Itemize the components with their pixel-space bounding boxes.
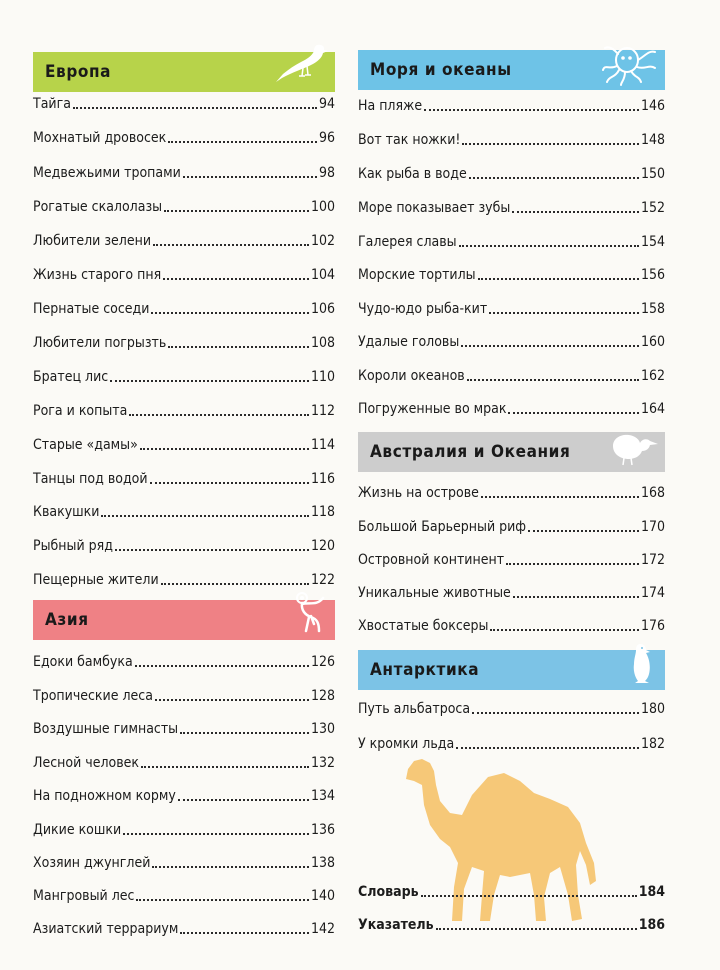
toc-entry[interactable] [358, 477, 665, 501]
entry-page: 174 [640, 585, 665, 601]
dot-leader [456, 747, 639, 749]
dot-leader [152, 866, 309, 868]
entry-title: Хозяин джунглей [33, 855, 151, 871]
dot-leader [472, 712, 639, 714]
entry-title: Как рыба в воде [358, 166, 467, 182]
toc-entry[interactable] [33, 713, 335, 737]
toc-entry[interactable] [33, 293, 335, 317]
section-title-australia: Австралия и Океания [370, 442, 571, 462]
entry-page: 160 [640, 334, 665, 350]
dot-leader [467, 379, 639, 381]
dot-leader [123, 833, 309, 835]
toc-entry[interactable] [33, 259, 335, 283]
toc-entry[interactable] [358, 544, 665, 568]
toc-entry[interactable] [33, 814, 335, 838]
entry-page: 176 [640, 618, 665, 634]
toc-entry[interactable] [358, 511, 665, 535]
entry-title: Рыбный ряд [33, 538, 113, 554]
dot-leader [140, 448, 309, 450]
toc-entry[interactable] [33, 191, 335, 215]
entry-page: 164 [640, 401, 665, 417]
penguin-icon [629, 642, 655, 688]
toc-entry[interactable] [358, 728, 665, 752]
entry-page: 162 [640, 368, 665, 384]
entry-title: Путь альбатроса [358, 701, 471, 717]
entry-title: Островной континент [358, 552, 505, 568]
entry-title: Словарь [358, 884, 419, 900]
entry-title: Братец лис [33, 369, 109, 385]
entry-page: 128 [310, 688, 335, 704]
entry-page: 100 [310, 199, 335, 215]
entry-page: 96 [318, 130, 335, 146]
entry-title: Жизнь старого пня [33, 267, 162, 283]
dot-leader [436, 928, 637, 930]
section-header-australia [358, 432, 665, 472]
entry-page: 106 [310, 301, 335, 317]
entry-title: Большой Барьерный риф [358, 519, 527, 535]
section-header-europe [33, 52, 335, 92]
dot-leader [469, 177, 639, 179]
entry-page: 134 [310, 788, 335, 804]
section-title-antarctica: Антарктика [370, 660, 480, 680]
toc-entry[interactable] [358, 259, 665, 283]
dot-leader [421, 895, 637, 897]
section-title-europe: Европа [45, 62, 112, 82]
dot-leader [481, 496, 639, 498]
entry-page: 116 [310, 471, 335, 487]
section-title-seas: Моря и океаны [370, 60, 512, 80]
entry-page: 118 [310, 504, 335, 520]
entry-title: Любители погрызть [33, 335, 167, 351]
entry-title: Рога и копыта [33, 403, 128, 419]
dot-leader [489, 312, 639, 314]
entry-page: 150 [640, 166, 665, 182]
entry-page: 148 [640, 132, 665, 148]
dot-leader [180, 732, 309, 734]
entry-page: 152 [640, 200, 665, 216]
entry-title: На подножном корму [33, 788, 176, 804]
section-header-antarctica [358, 650, 665, 690]
entry-page: 114 [310, 437, 335, 453]
dot-leader [141, 766, 309, 768]
dot-leader [528, 530, 639, 532]
toc-entry[interactable] [33, 157, 335, 181]
toc-entry[interactable] [358, 192, 665, 216]
toc-entry[interactable] [33, 88, 335, 112]
entry-title: Море показывает зубы [358, 200, 511, 216]
dot-leader [478, 278, 639, 280]
entry-title: Дикие кошки [33, 822, 122, 838]
dot-leader [168, 141, 317, 143]
entry-page: 184 [638, 884, 665, 900]
toc-entry[interactable] [33, 847, 335, 871]
dot-leader [512, 211, 639, 213]
entry-title: Морские тортилы [358, 267, 476, 283]
entry-title: Тайга [33, 96, 71, 112]
entry-title: Галерея славы [358, 234, 457, 250]
toc-entry[interactable] [33, 429, 335, 453]
dot-leader [136, 899, 309, 901]
kiwi-icon [609, 428, 659, 470]
dot-leader [135, 665, 309, 667]
entry-page: 98 [318, 165, 335, 181]
section-header-asia [33, 600, 335, 640]
toc-entry[interactable] [358, 693, 665, 717]
entry-page: 186 [638, 917, 665, 933]
entry-page: 168 [640, 485, 665, 501]
entry-page: 138 [310, 855, 335, 871]
toc-entry[interactable] [33, 747, 335, 771]
dot-leader [150, 482, 309, 484]
toc-entry[interactable] [358, 90, 665, 114]
toc-entry[interactable] [358, 124, 665, 148]
dot-leader [129, 414, 309, 416]
toc-entry[interactable] [33, 913, 335, 937]
entry-title: Мангровый лес [33, 888, 135, 904]
entry-page: 142 [310, 921, 335, 937]
monkey-icon [289, 590, 329, 638]
dot-leader [115, 549, 309, 551]
bird-icon [273, 42, 329, 90]
entry-title: Медвежьими тропами [33, 165, 181, 181]
entry-page: 136 [310, 822, 335, 838]
toc-entry[interactable] [358, 158, 665, 182]
entry-page: 112 [310, 403, 335, 419]
entry-page: 182 [640, 736, 665, 752]
section-title-asia: Азия [45, 610, 89, 630]
dot-leader [183, 176, 317, 178]
entry-page: 110 [310, 369, 335, 385]
entry-title: Чудо-юдо рыба-кит [358, 301, 488, 317]
dot-leader [461, 345, 639, 347]
toc-entry[interactable] [33, 361, 335, 385]
dot-leader [151, 312, 309, 314]
toc-entry[interactable] [33, 780, 335, 804]
toc-entry[interactable] [33, 122, 335, 146]
entry-title: Рогатые скалолазы [33, 199, 163, 215]
toc-entry[interactable] [358, 393, 665, 417]
dot-leader [180, 932, 309, 934]
dot-leader [73, 107, 317, 109]
dot-leader [161, 583, 309, 585]
dot-leader [513, 596, 639, 598]
entry-page: 180 [640, 701, 665, 717]
entry-page: 104 [310, 267, 335, 283]
entry-title: Любители зелени [33, 233, 152, 249]
entry-title: Пещерные жители [33, 572, 159, 588]
entry-page: 146 [640, 98, 665, 114]
entry-title: Мохнатый дровосек [33, 130, 167, 146]
entry-title: На пляже [358, 98, 423, 114]
toc-entry[interactable] [33, 395, 335, 419]
toc-entry[interactable] [33, 646, 335, 670]
toc-entry[interactable] [33, 496, 335, 520]
entry-page: 102 [310, 233, 335, 249]
entry-title: Танцы под водой [33, 471, 148, 487]
dot-leader [155, 699, 309, 701]
dot-leader [163, 278, 309, 280]
octopus-icon [599, 40, 659, 90]
toc-entry[interactable] [358, 577, 665, 601]
dot-leader [506, 563, 639, 565]
entry-page: 132 [310, 755, 335, 771]
toc-entry[interactable] [358, 360, 665, 384]
entry-title: Лесной человек [33, 755, 140, 771]
entry-page: 120 [310, 538, 335, 554]
entry-page: 172 [640, 552, 665, 568]
entry-page: 122 [310, 572, 335, 588]
toc-entry-glossary[interactable] [358, 876, 665, 900]
entry-title: Удалые головы [358, 334, 460, 350]
entry-page: 156 [640, 267, 665, 283]
section-header-seas [358, 50, 665, 90]
dot-leader [101, 515, 308, 517]
toc-entry-index[interactable] [358, 909, 665, 933]
entry-page: 140 [310, 888, 335, 904]
dot-leader [459, 245, 639, 247]
entry-page: 108 [310, 335, 335, 351]
entry-title: Старые «дамы» [33, 437, 138, 453]
dot-leader [164, 210, 309, 212]
toc-entry[interactable] [358, 326, 665, 350]
toc-entry[interactable] [358, 293, 665, 317]
dot-leader [168, 346, 309, 348]
dot-leader [110, 380, 309, 382]
entry-title: Жизнь на острове [358, 485, 479, 501]
entry-title: Уникальные животные [358, 585, 511, 601]
toc-entry[interactable] [358, 226, 665, 250]
entry-page: 170 [640, 519, 665, 535]
entry-title: Короли океанов [358, 368, 465, 384]
toc-entry[interactable] [33, 564, 335, 588]
dot-leader [424, 109, 639, 111]
entry-title: Пернатые соседи [33, 301, 150, 317]
toc-entry[interactable] [33, 530, 335, 554]
entry-title: Вот так ножки! [358, 132, 461, 148]
toc-entry[interactable] [33, 880, 335, 904]
dot-leader [490, 629, 638, 631]
entry-title: Воздушные гимнасты [33, 721, 179, 737]
camel-icon [400, 755, 600, 929]
toc-entry[interactable] [33, 463, 335, 487]
toc-entry[interactable] [33, 680, 335, 704]
entry-page: 154 [640, 234, 665, 250]
entry-title: Едоки бамбука [33, 654, 133, 670]
entry-page: 94 [318, 96, 335, 112]
entry-title: У кромки льда [358, 736, 455, 752]
entry-title: Квакушки [33, 504, 100, 520]
entry-title: Хвостатые боксеры [358, 618, 489, 634]
dot-leader [508, 412, 638, 414]
entry-page: 158 [640, 301, 665, 317]
entry-title: Тропические леса [33, 688, 153, 704]
dot-leader [178, 799, 309, 801]
toc-entry[interactable] [33, 225, 335, 249]
dot-leader [153, 244, 309, 246]
toc-entry[interactable] [358, 610, 665, 634]
toc-entry[interactable] [33, 327, 335, 351]
entry-title: Погруженные во мрак [358, 401, 507, 417]
entry-title: Указатель [358, 917, 434, 933]
entry-page: 130 [310, 721, 335, 737]
entry-page: 126 [310, 654, 335, 670]
entry-title: Азиатский террариум [33, 921, 179, 937]
dot-leader [462, 143, 638, 145]
